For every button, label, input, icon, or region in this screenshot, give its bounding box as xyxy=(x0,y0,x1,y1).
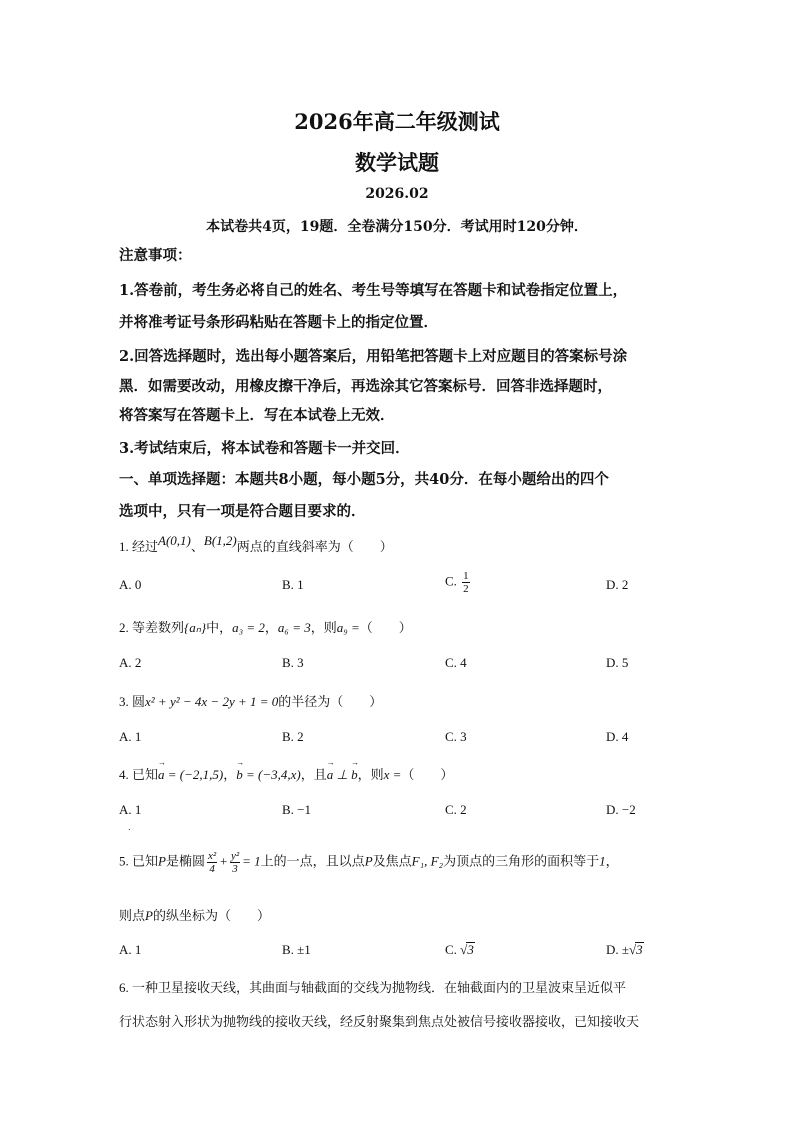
sequence: {aₙ} xyxy=(184,620,207,635)
option-c: C. 4 xyxy=(445,655,467,670)
option-a: A. 1 xyxy=(119,729,142,744)
unknown-term: a₉ = xyxy=(336,620,360,635)
option-b: B. 1 xyxy=(282,577,304,592)
exam-title: 2026年高二年级测试 xyxy=(294,109,500,134)
point-b: B(1,2) xyxy=(203,533,237,548)
notice-line: 黑．如需要改动，用橡皮擦干净后，再选涂其它答案标号．回答非选择题时， xyxy=(119,378,612,395)
stray-mark: . xyxy=(128,823,131,832)
section-heading-cont: 选项中，只有一项是符合题目要求的． xyxy=(119,503,366,520)
exam-subtitle: 数学试题 xyxy=(355,150,439,175)
notice-line: 并将准考证号条形码粘贴在答题卡上的指定位置． xyxy=(119,314,438,331)
notice-line: 1.答卷前，考生务必将自己的姓名、考生号等填写在答题卡和试卷指定位置上， xyxy=(119,282,628,299)
option-c: C. $\frac{1}{2}$ xyxy=(445,570,469,595)
sqrt-icon: √ xyxy=(629,942,637,957)
question-1: 1. 经过A(0,1)、B(1,2)两点的直线斜率为（ ） xyxy=(119,533,393,554)
point-a: A(0,1) xyxy=(158,533,191,548)
sqrt-icon: √ xyxy=(460,942,468,957)
option-d: D. 5 xyxy=(606,655,629,670)
option-b: B. 3 xyxy=(282,655,304,670)
notice-line: 将答案写在答题卡上．写在本试卷上无效． xyxy=(119,407,395,424)
question-2: 2. 等差数列{aₙ}中，a₃ = 2，a₆ = 3，则a₉ =（ ） xyxy=(119,620,412,635)
fraction: $\frac{\text{y²}}{3}$ xyxy=(230,850,240,875)
fraction: $\frac{\text{x²}}{4}$ xyxy=(207,850,217,875)
option-b: B. ±1 xyxy=(282,942,311,957)
circle-equation: x² + y² − 4x − 2y + 1 = 0 xyxy=(145,694,279,709)
exam-intro: 本试卷共4页，19题．全卷满分150分．考试用时120分钟． xyxy=(206,219,588,235)
option-a: A. 0 xyxy=(119,577,142,592)
notice-line: 3.考试结束后，将本试卷和答题卡一并交回． xyxy=(119,440,410,457)
question-4: 4. 已知→ a = (−2,1,5)，→ b = (−3,4,x)，且→ a ⊥ → b，则x =（ ） xyxy=(119,764,453,783)
option-c: C. 2 xyxy=(445,802,467,817)
vector-b: → b xyxy=(236,767,243,783)
option-c: C. 3 xyxy=(445,729,467,744)
option-a: A. 2 xyxy=(119,655,142,670)
option-b: B. 2 xyxy=(282,729,304,744)
option-c: C. √3 xyxy=(445,942,474,957)
notice-heading: 注意事项： xyxy=(119,247,192,264)
condition: a₃ = 2 xyxy=(232,620,265,635)
option-a: A. 1 xyxy=(119,942,142,957)
unknown-x: x = xyxy=(383,767,402,782)
option-d: D. ±√3 xyxy=(606,942,643,957)
question-3: 3. 圆x² + y² − 4x − 2y + 1 = 0的半径为（ ） xyxy=(119,694,383,709)
notice-line: 2.回答选择题时，选出每小题答案后，用铅笔把答题卡上对应题目的答案标号涂 xyxy=(119,348,628,365)
option-d: D. −2 xyxy=(606,802,636,817)
question-6: 6. 一种卫星接收天线，其曲面与轴截面的交线为抛物线．在轴截面内的卫星波束呈近似平 xyxy=(119,980,627,995)
question-6-cont: 行状态射入形状为抛物线的接收天线，经反射聚集到焦点处被信号接收器接收，已知接收天 xyxy=(119,1014,640,1029)
section-heading: 一、单项选择题：本题共8小题，每小题5分，共40分．在每小题给出的四个 xyxy=(119,471,609,488)
exam-date: 2026.02 xyxy=(365,186,429,202)
option-a: A. 1 xyxy=(119,802,142,817)
condition: a₆ = 3 xyxy=(277,620,311,635)
question-5: 5. 已知P是椭圆 $\frac{\text{x²}}{4}$ + $\frac{\text{y²}}{3}$ = 1上的一点，且以点P及焦点F₁, F₂为顶点的三角形的面积等于1， xyxy=(119,850,619,875)
option-b: B. −1 xyxy=(282,802,312,817)
question-5-cont: 则点P的纵坐标为（ ） xyxy=(119,908,270,923)
fraction: $\frac{1}{2}$ xyxy=(463,570,469,595)
option-d: D. 2 xyxy=(606,577,629,592)
vector-a: → a xyxy=(158,767,165,783)
option-d: D. 4 xyxy=(606,729,629,744)
